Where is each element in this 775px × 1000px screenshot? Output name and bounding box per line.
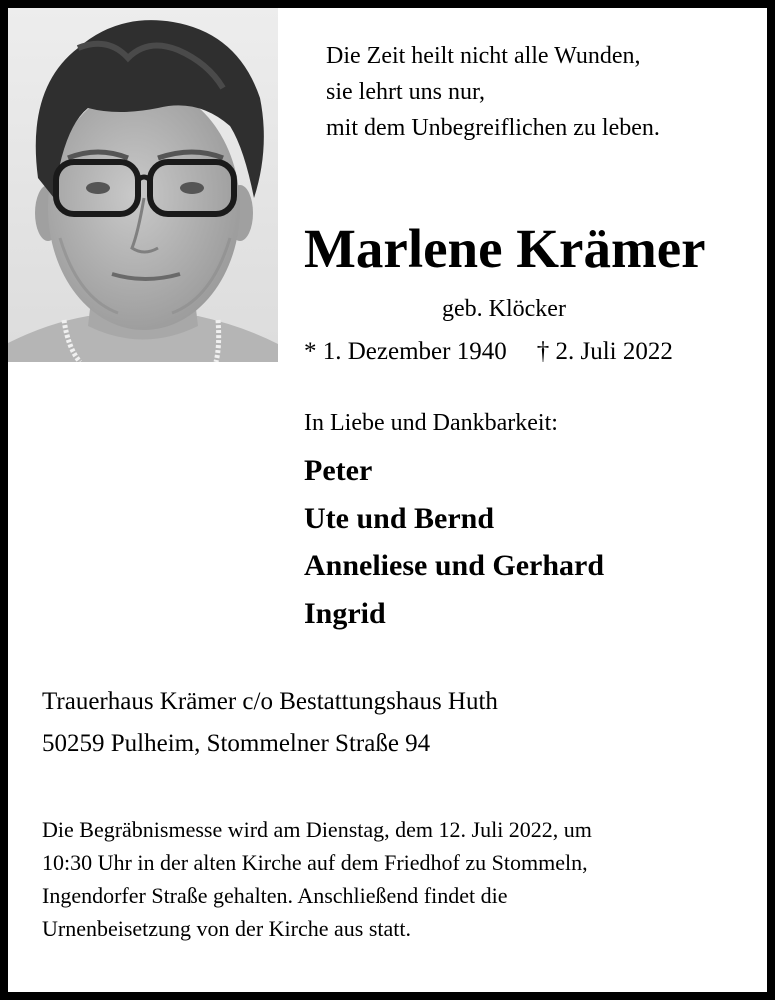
mourner-name: Anneliese und Gerhard <box>304 549 605 582</box>
deceased-name: Marlene Krämer <box>304 218 706 279</box>
mourner-name: Ingrid <box>304 596 386 630</box>
obituary-notice <box>8 8 767 992</box>
service-line: Urnenbeisetzung von der Kirche aus statt. <box>42 916 411 941</box>
mourners-list <box>304 447 604 637</box>
mourner-name: Peter <box>304 454 373 487</box>
address-line: Trauerhaus Krämer c/o Bestattungshaus Huth <box>42 688 498 715</box>
mourner-name: Ute und Bernd <box>304 501 495 535</box>
portrait-photo <box>8 8 278 362</box>
memorial-quote <box>326 38 660 146</box>
death-date: † 2. Juli 2022 <box>536 338 673 365</box>
quote-line: Die Zeit heilt nicht alle Wunden, <box>326 43 641 69</box>
service-line: Ingendorfer Straße gehalten. Anschließend findet die <box>42 883 508 908</box>
life-dates <box>304 335 673 369</box>
quote-line: sie lehrt uns nur, <box>326 79 486 105</box>
address-line: 50259 Pulheim, Stommelner Straße 94 <box>42 730 431 757</box>
mourning-address <box>42 681 498 765</box>
quote-line: mit dem Unbegreiflichen zu leben. <box>326 115 660 141</box>
service-line: Die Begräbnismesse wird am Dienstag, dem 12. Juli 2022, um <box>42 817 592 842</box>
maiden-name: geb. Klöcker <box>442 296 566 322</box>
funeral-service-info <box>42 813 592 945</box>
mourners-label: In Liebe und Dankbarkeit: <box>304 410 558 436</box>
birth-date: * 1. Dezember 1940 <box>304 338 507 365</box>
service-line: 10:30 Uhr in der alten Kirche auf dem Friedhof zu Stommeln, <box>42 850 588 875</box>
